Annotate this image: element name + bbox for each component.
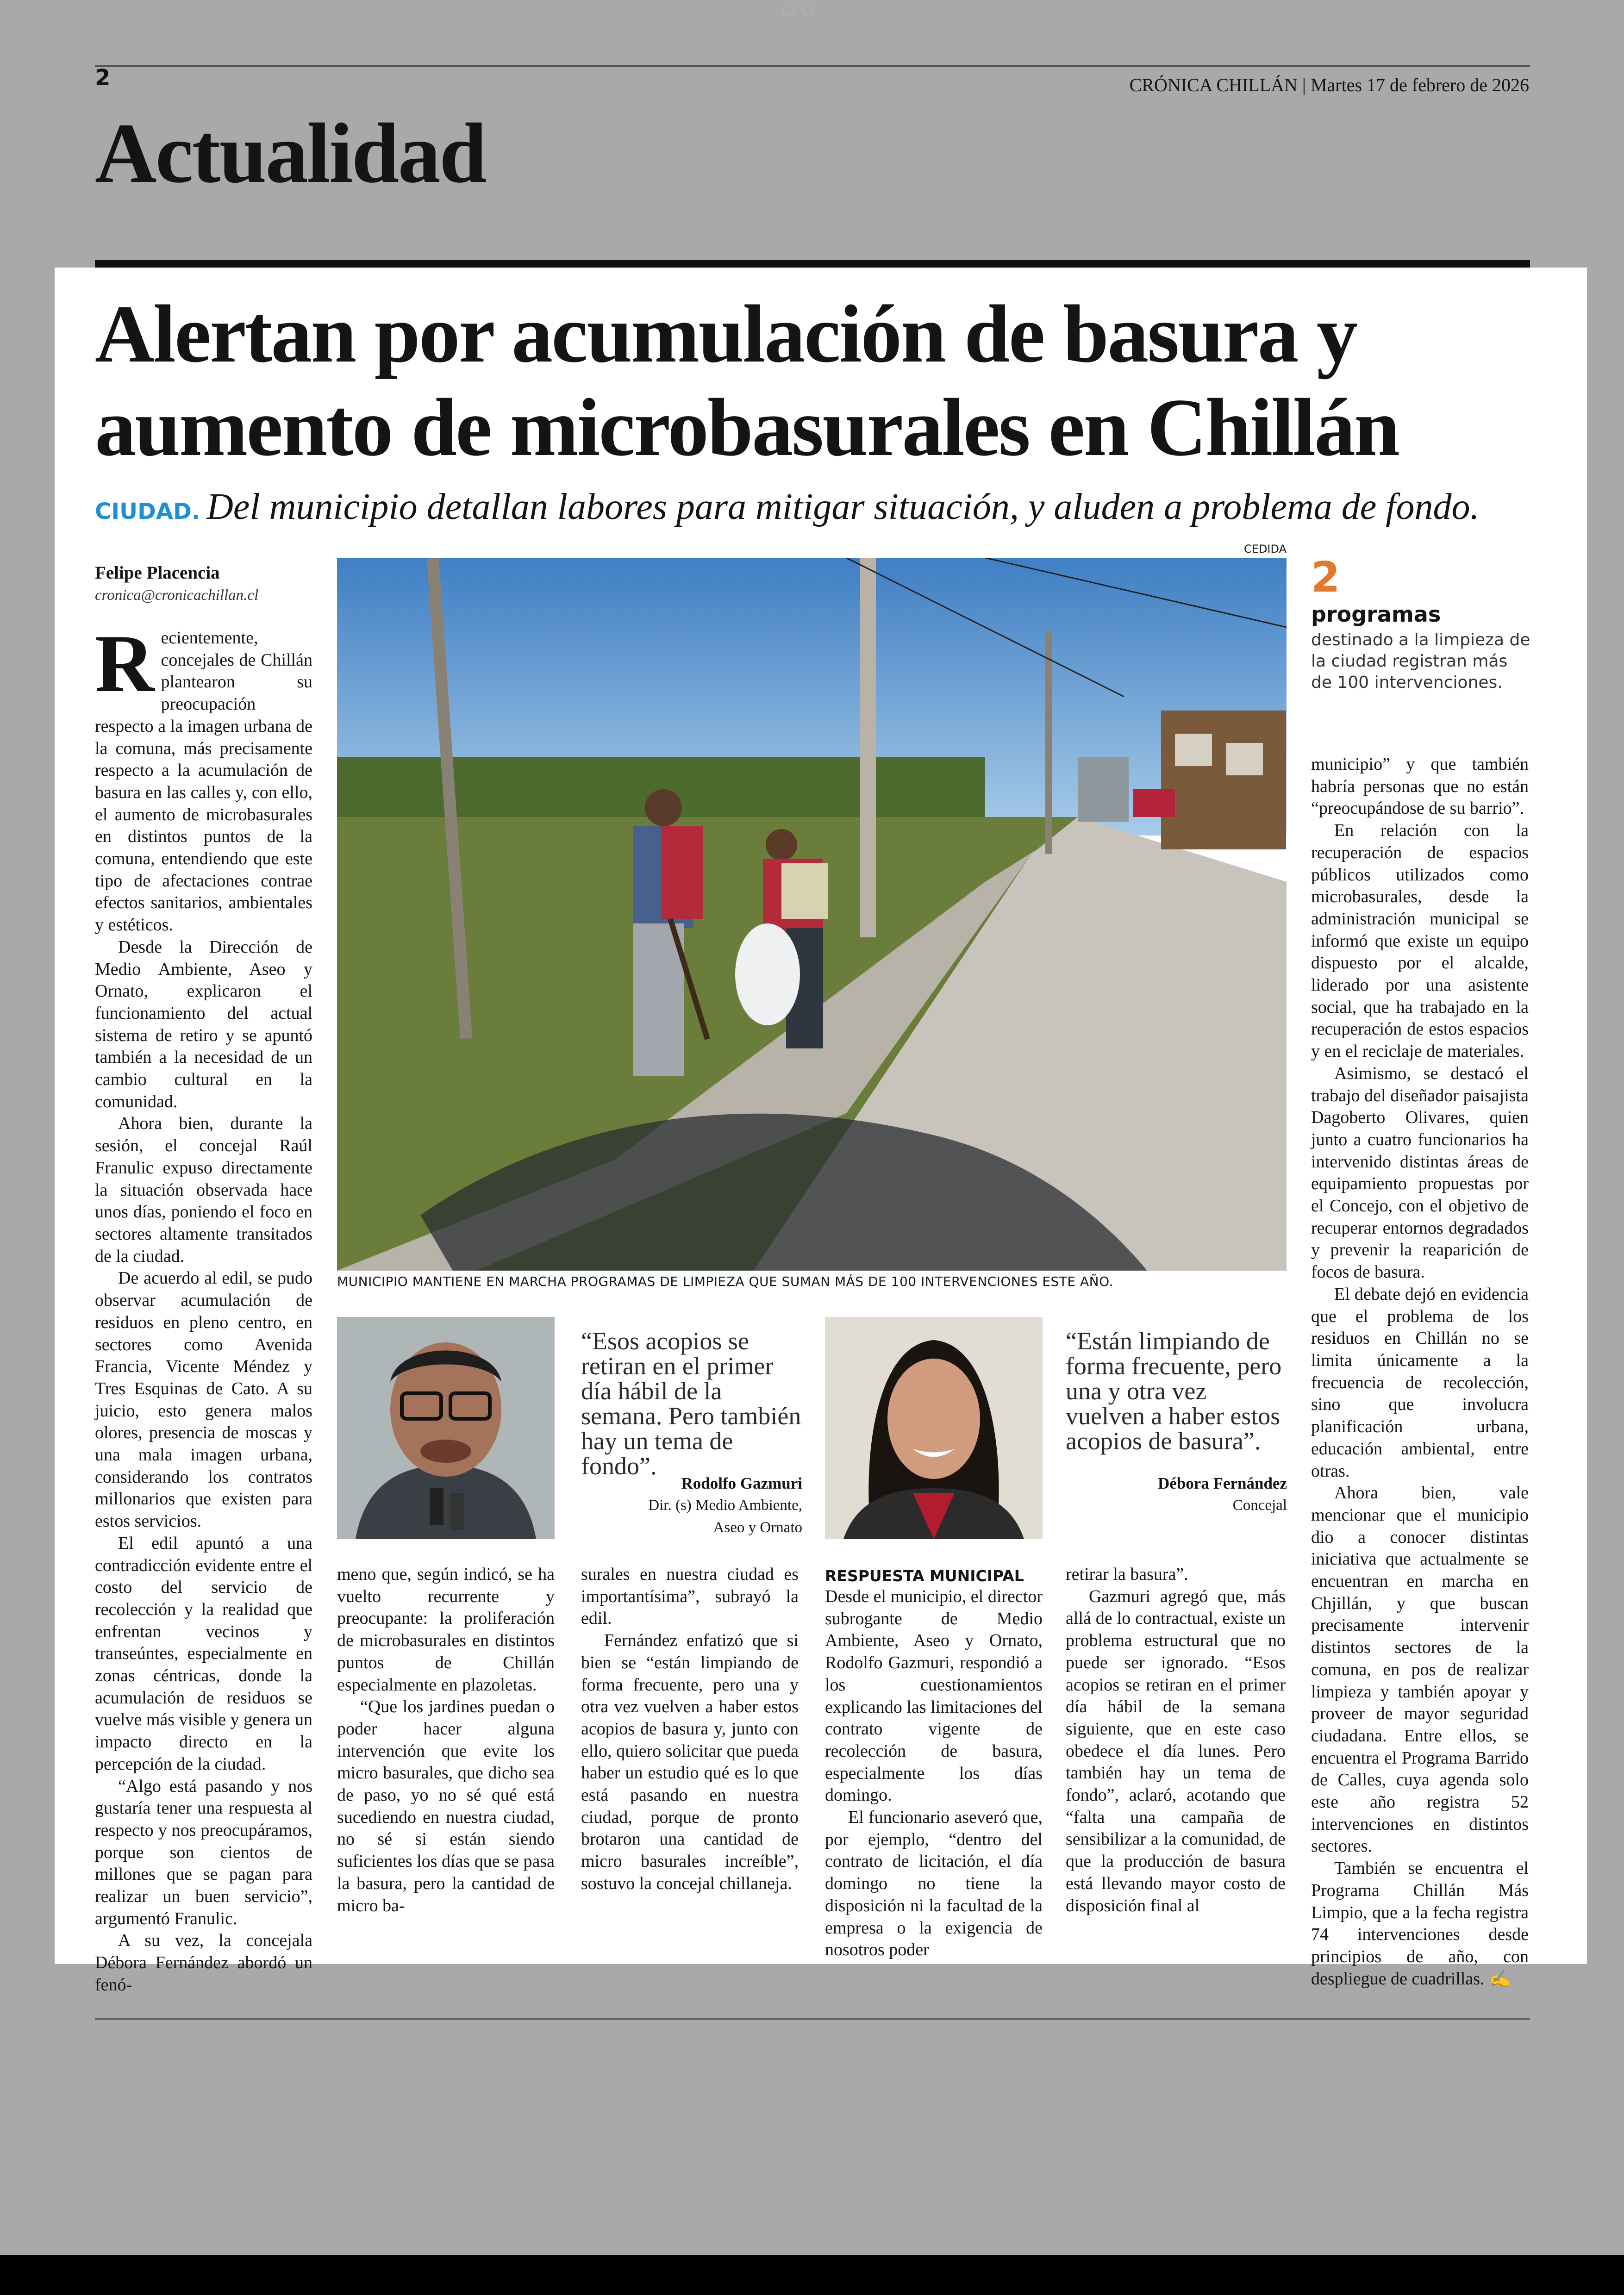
bottom-rule	[95, 2018, 1530, 2020]
section-title: Actualidad	[95, 106, 486, 201]
masthead: CRÓNICA CHILLÁN | Martes 17 de febrero de 2026	[1129, 75, 1529, 95]
page-number: 2	[95, 65, 111, 91]
body-column-6	[1311, 754, 1529, 1990]
kicker-tag: CIUDAD.	[95, 499, 200, 524]
paragraph: surales en nuestra ciudad es importantísima”, subrayó la edil.	[581, 1565, 799, 1628]
kicker-text: Del municipio detallan labores para mitigar situación, y aluden a problema de fondo.	[206, 486, 1480, 527]
paragraph: El funcionario aseveró que, por ejemplo, “dentro del contrato de licitación, el día domingo no tiene la disposición ni la facultad de la empresa o la exigencia de nosotros poder	[825, 1808, 1043, 1960]
headline: Alertan por acumulación de basura y aumento de microbasurales en Chillán	[95, 288, 1399, 473]
paragraph: Recientemente, concejales de Chillán plantearon su preocupación respecto a la imagen urbana de la comuna, más precisamente respecto a la acumulación de basura en las calles y, con ello, el aumento de microbasurales en distintos puntos de la comuna, entendiendo que este tipo de afectaciones contrae efectos sanitarios, ambientales y estéticos.	[95, 617, 312, 935]
pull-quote-gazmuri: “Esos acopios se retiran en el primer día hábil de la semana. Pero también hay un tema de fondo”.	[581, 1327, 801, 1480]
paragraph: “Que los jardines puedan o poder hacer alguna intervención que evite los micro basurales, que dicho sea de paso, yo no sé qué está sucediendo en nuestra ciudad, no sé si están siendo suficientes los días que se pasa la basura, pero la cantidad de micro ba-	[337, 1697, 555, 1915]
paragraph: “Algo está pasando y nos gustaría tener una respuesta al respecto y nos preocupáramos, porque son cientos de millones que se pagan para realizar un buen servicio”, argumentó Franulic.	[95, 1776, 312, 1928]
quote-role: Dir. (s) Medio Ambiente, Aseo y Ornato	[648, 1497, 802, 1536]
author-name: Felipe Placencia	[95, 563, 220, 583]
dropcap: R	[95, 617, 155, 709]
paragraph: Desde el municipio, el director subrogante de Medio Ambiente, Aseo y Ornato, Rodolfo Gazmuri, respondió a los cuestionamientos explicando las limitaciones del contrato vigente de recolección de basura, especialmente los días domingo.	[825, 1587, 1043, 1805]
photo-caption: MUNICIPIO MANTIENE EN MARCHA PROGRAMAS DE LIMPIEZA QUE SUMAN MÁS DE 100 INTERVENCIONES ESTE AÑO.	[337, 1274, 1113, 1289]
body-column-4	[825, 1586, 1043, 1961]
author-email: cronica@cronicachillan.cl	[95, 587, 259, 604]
page-indicator: ◌ ◌	[782, 0, 815, 19]
paragraph: retirar la basura”.	[1066, 1565, 1188, 1584]
paragraph: El edil apuntó a una contradicción evidente entre el costo del servicio de recolección y la realidad que enfrentan vecinos y transeúntes, especialmente en zonas céntricas, donde la acumulación de residuos se vuelve más visible y genera un impacto directo en la percepción de la ciudad.	[95, 1533, 312, 1774]
quote-name: Débora Fernández	[1158, 1474, 1287, 1492]
fact-label: programas	[1311, 602, 1441, 627]
paragraph: Fernández enfatizó que si bien se “están limpiando de forma frecuente, pero una y otra vez vuelven a haber estos acopios de basura y, junto con ello, quiero solicitar que pueda haber un estudio qué es lo que está pasando en nuestra ciudad, porque de pronto brotaron una cantidad de micro basurales increíble”, sostuvo la concejal chillaneja.	[581, 1631, 799, 1893]
paragraph: Ahora bien, durante la sesión, el concejal Raúl Franulic expuso directamente la situación observada hace unos días, poniendo el foco en sectores altamente transitados de la ciudad.	[95, 1114, 312, 1266]
portrait-gazmuri	[337, 1317, 555, 1539]
photo-illustration	[337, 558, 1287, 1271]
kicker	[95, 486, 1480, 528]
paragraph: Desde la Dirección de Medio Ambiente, Aseo y Ornato, explicaron el funcionamiento del actual sistema de retiro y se apuntó también a la necesidad de un cambio cultural en la comunidad.	[95, 937, 312, 1111]
paragraph: Asimismo, se destacó el trabajo del diseñador paisajista Dagoberto Olivares, quien junto a cuatro funcionarios ha intervenido distintas áreas de equipamiento propuestas por el Concejo, con el objetivo de recuperar entornos degradados y prevenir la reaparición de focos de basura.	[1311, 1063, 1529, 1282]
body-column-2	[337, 1564, 555, 1917]
quote-role: Concejal	[1232, 1497, 1287, 1514]
photo-credit: CEDIDA	[1244, 543, 1287, 555]
quote-name: Rodolfo Gazmuri	[681, 1474, 802, 1492]
paragraph: De acuerdo al edil, se pudo observar acumulación de residuos en pleno centro, en sectores como Avenida Francia, Vicente Méndez y Tres Esquinas de Cato. A su juicio, esto genera malos olores, presencia de moscas y una mala imagen urbana, considerando los contratos millonarios que existen para estos servicios.	[95, 1268, 312, 1531]
section-rule	[95, 260, 1530, 268]
paragraph: A su vez, la concejala Débora Fernández abordó un fenó-	[95, 1931, 312, 1995]
paragraph: En relación con la recuperación de espacios públicos utilizados como microbasurales, desde la administración municipal se informó que existe un equipo dispuesto por el alcalde, liderado por una asistente social, que ha trabajado en la recuperación de estos espacios y en el reciclaje de materiales.	[1311, 821, 1529, 1061]
paragraph: También se encuentra el Programa Chillán Más Limpio, que a la fecha registra 74 intervenciones desde principios de año, con despliegue de cuadrillas. ✍	[1311, 1858, 1529, 1989]
portrait-fernandez	[825, 1317, 1043, 1539]
fact-text: destinado a la limpieza de la ciudad registran más de 100 intervenciones.	[1311, 630, 1530, 692]
portrait-illustration	[825, 1317, 1043, 1539]
subhead: RESPUESTA MUNICIPAL	[825, 1567, 1024, 1585]
body-column-3	[581, 1564, 799, 1895]
paragraph: Ahora bien, vale mencionar que el municipio dio a conocer distintas iniciativa que actualmente se encuentran en marcha en Chjillán, y que buscan precisamente intervenir distintos sectores de la comuna, en pos de realizar limpieza y también apoyar y proveer de mayor seguridad ciudadana. Entre ellos, se encuentra el Programa Barrido de Calles, cuya agenda solo este año registra 52 intervenciones en distintos sectores.	[1311, 1483, 1529, 1856]
street-cleanup-photo	[337, 558, 1287, 1271]
body-column-1	[95, 617, 312, 1996]
paragraph: Gazmuri agregó que, más allá de lo contractual, existe un problema estructural que no puede ser ignorado. “Esos acopios se retiran en el primer día hábil de la semana siguiente, que en este caso obedece el día lunes. Pero también hay un tema de fondo”, aclaró, acotando que “falta una campaña de sensibilizar a la comunidad, de que la producción de basura está llevando mayor costo de disposición final al	[1066, 1586, 1286, 1915]
bottom-bar	[0, 2255, 1624, 2295]
body-column-5	[1066, 1564, 1286, 1917]
top-rule	[95, 65, 1530, 67]
fact-number: 2	[1311, 553, 1340, 602]
pull-quote-fernandez: “Están limpiando de forma frecuente, pero una y otra vez vuelven a haber estos acopios de basura”.	[1066, 1327, 1282, 1455]
portrait-illustration	[337, 1317, 555, 1539]
paragraph: municipio” y que también habría personas que no están “preocupándose de su barrio”.	[1311, 755, 1529, 818]
paragraph: El debate dejó en evidencia que el problema de los residuos en Chillán no se limita únicamente a la frecuencia de recolección, sino que involucra planificación urbana, educación ambiental, entre otras.	[1311, 1284, 1529, 1481]
paragraph: meno que, según indicó, se ha vuelto recurrente y preocupante: la proliferación de microbasurales en distintos puntos de Chillán especialmente en plazoletas.	[337, 1565, 555, 1695]
